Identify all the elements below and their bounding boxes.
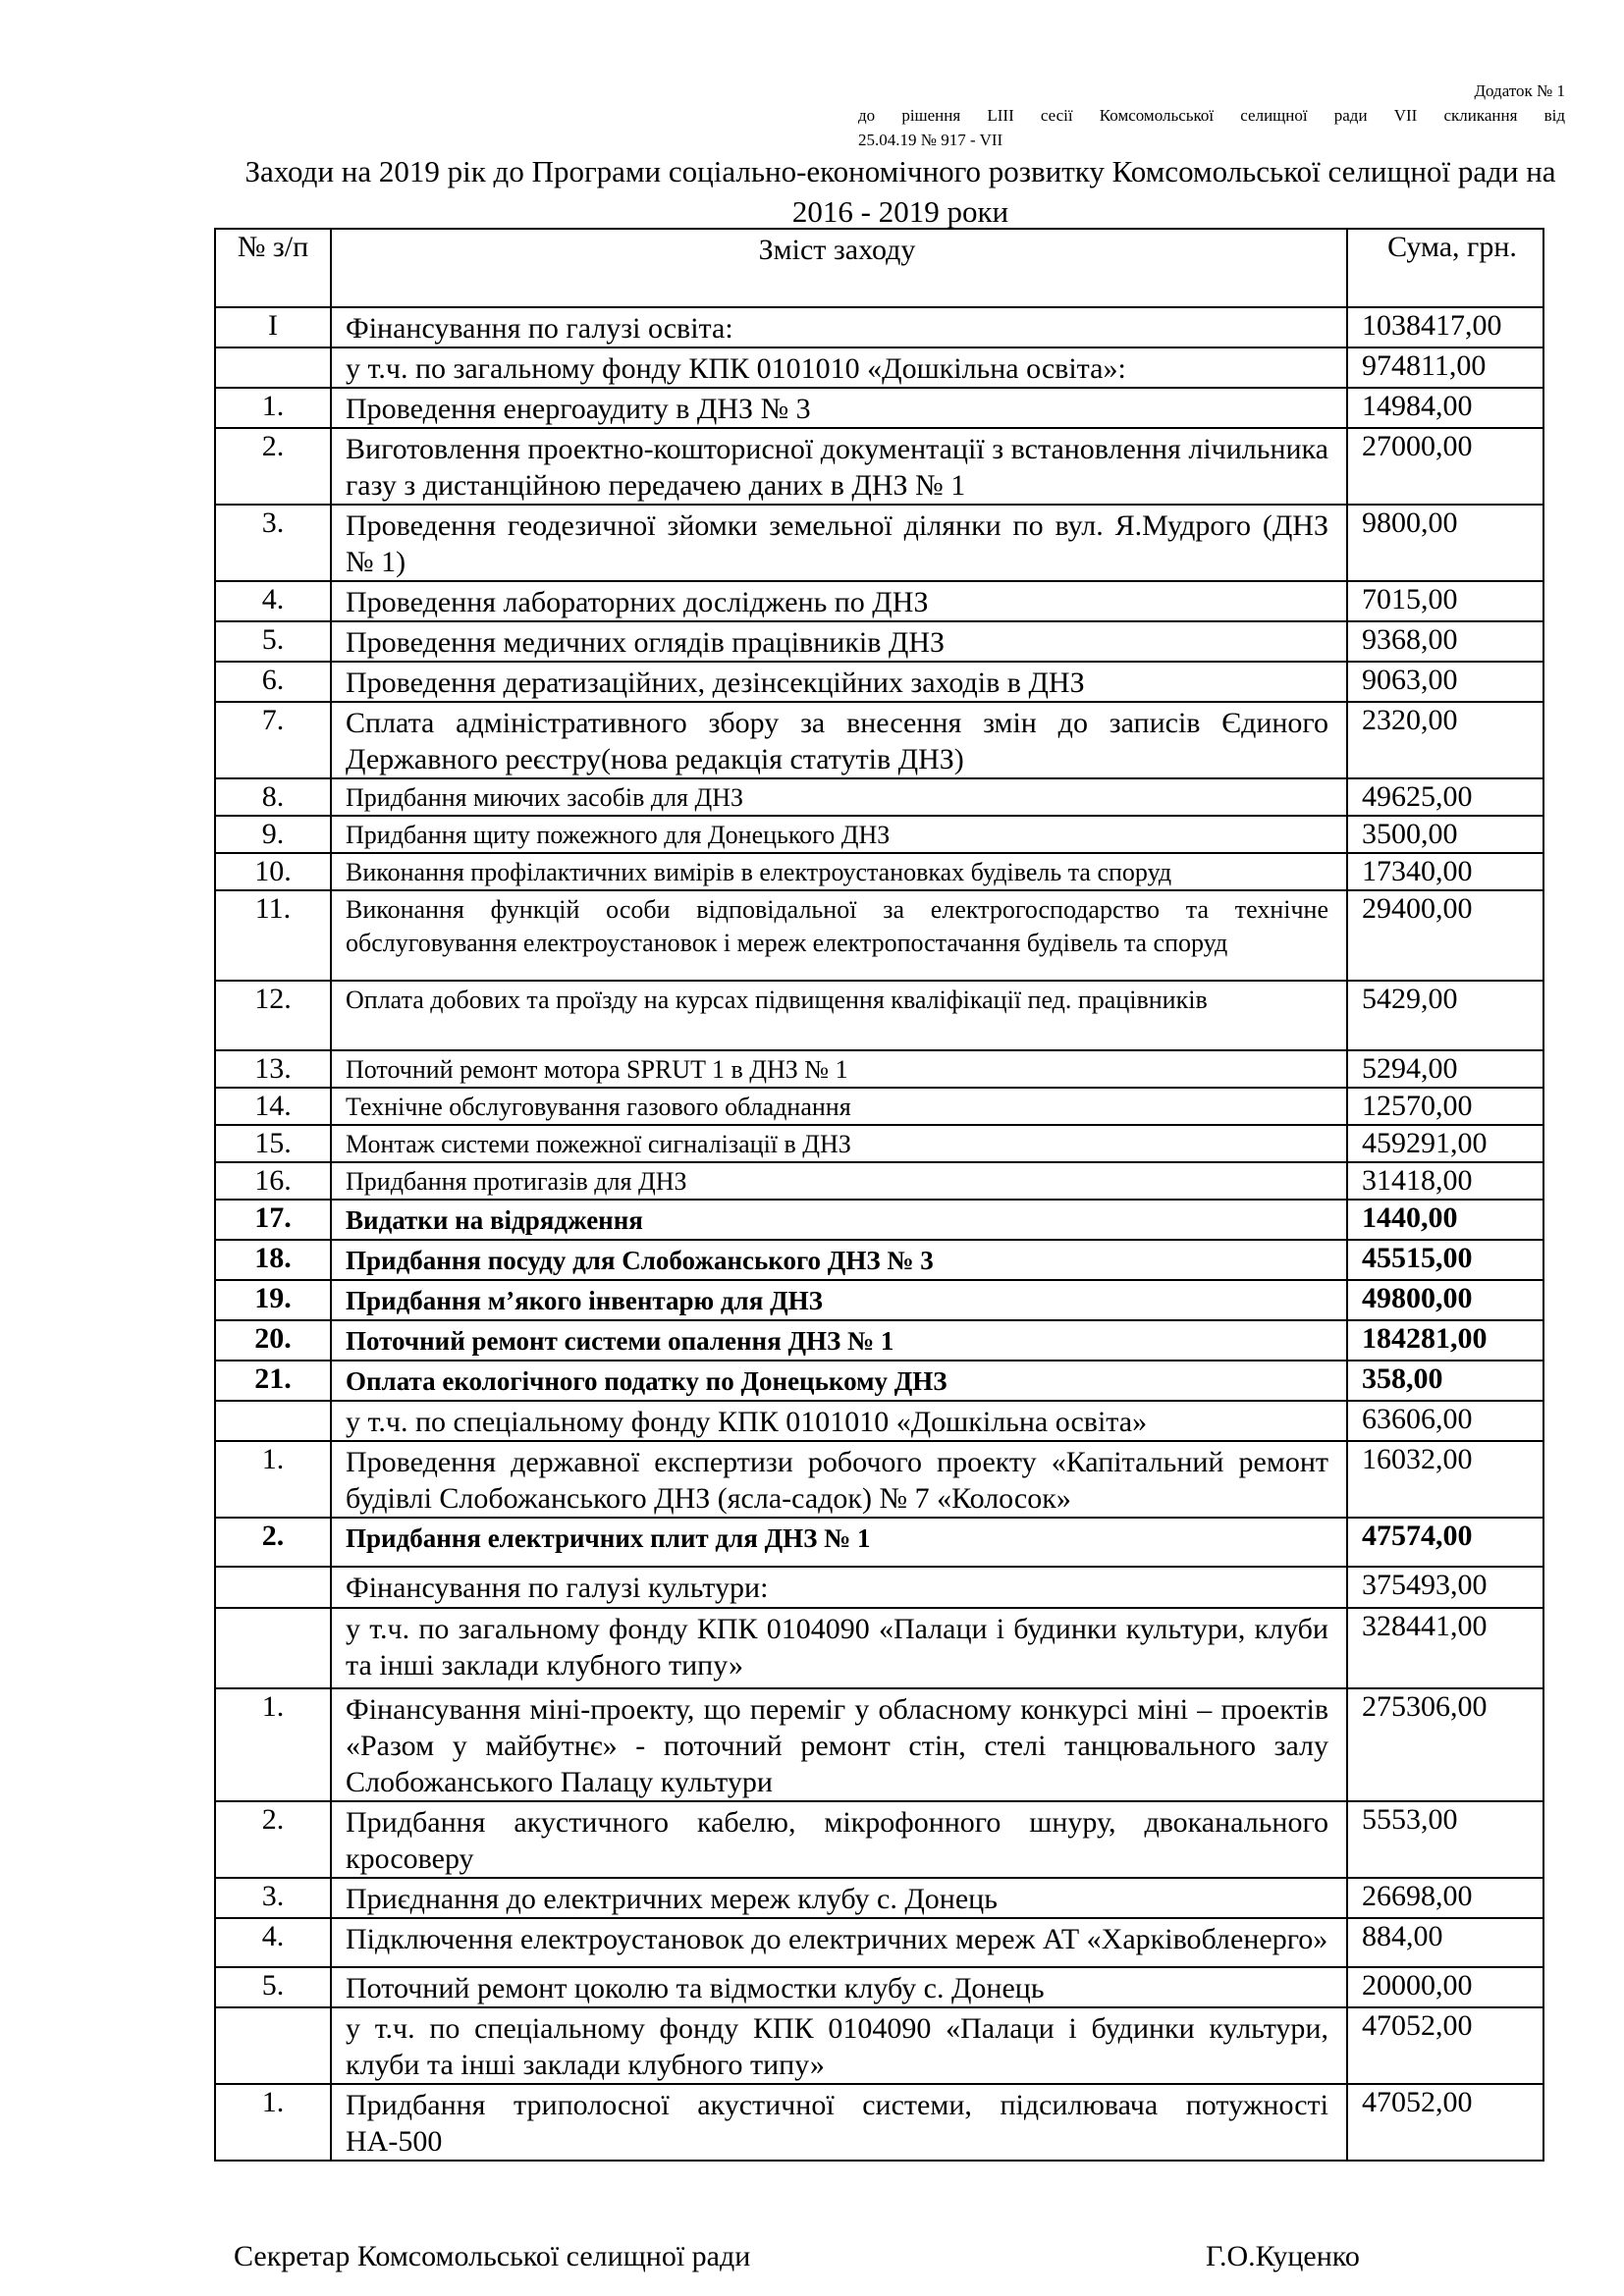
- row-content: Виконання профілактичних вимірів в електроустановках будівель та споруд: [331, 853, 1347, 890]
- table-row: [215, 1401, 1543, 1441]
- row-sum: 1038417,00: [1347, 307, 1543, 347]
- table-row: [215, 1361, 1543, 1401]
- table-row: [215, 1801, 1543, 1878]
- signatory-name: Г.О.Куценко: [1206, 2240, 1360, 2272]
- table-row: [215, 2084, 1543, 2161]
- signatory-position: Секретар Комсомольської селищної ради: [234, 2240, 751, 2272]
- row-sum: 275306,00: [1347, 1688, 1543, 1801]
- table-row: [215, 388, 1543, 428]
- annex-block: [858, 79, 1565, 152]
- row-content: Проведення лабораторних досліджень по ДНЗ: [331, 581, 1347, 621]
- table-row: [215, 1200, 1543, 1240]
- row-sum: 12570,00: [1347, 1088, 1543, 1125]
- row-number: 9.: [215, 816, 331, 853]
- table-row: [215, 778, 1543, 816]
- row-sum: 184281,00: [1347, 1320, 1543, 1361]
- row-number: 1.: [215, 1441, 331, 1518]
- table-row: [215, 702, 1543, 778]
- table-row: [215, 1320, 1543, 1361]
- row-number: 5.: [215, 1967, 331, 2007]
- row-sum: 31418,00: [1347, 1162, 1543, 1200]
- row-sum: 47052,00: [1347, 2084, 1543, 2161]
- row-content: Технічне обслуговування газового обладнання: [331, 1088, 1347, 1125]
- row-number: 2.: [215, 1801, 331, 1878]
- row-content: Придбання миючих засобів для ДНЗ: [331, 778, 1347, 816]
- table-row: [215, 1878, 1543, 1918]
- table-row: [215, 621, 1543, 662]
- row-content: Видатки на відрядження: [331, 1200, 1347, 1240]
- table-header-row: [215, 229, 1543, 307]
- row-number: 13.: [215, 1050, 331, 1088]
- table-row: [215, 662, 1543, 702]
- row-sum: 63606,00: [1347, 1401, 1543, 1441]
- row-content: Виготовлення проектно-кошторисної документації з встановлення лічильника газу з дистанційною передачею даних в ДНЗ № 1: [331, 428, 1347, 505]
- table-row: [215, 1240, 1543, 1280]
- row-number: 15.: [215, 1125, 331, 1162]
- row-content: Виконання функцій особи відповідальної за електрогосподарство та технічне обслуговування електроустановок і мереж електропостачання будівель та споруд: [331, 890, 1347, 981]
- row-number: 12.: [215, 981, 331, 1050]
- row-number: 14.: [215, 1088, 331, 1125]
- row-sum: 45515,00: [1347, 1240, 1543, 1280]
- table-row: [215, 347, 1543, 388]
- row-sum: 3500,00: [1347, 816, 1543, 853]
- row-sum: 974811,00: [1347, 347, 1543, 388]
- table-row: [215, 1050, 1543, 1088]
- table-row: [215, 1567, 1543, 1608]
- table-row: [215, 1518, 1543, 1567]
- table-row: [215, 581, 1543, 621]
- row-number: 18.: [215, 1240, 331, 1280]
- row-sum: 459291,00: [1347, 1125, 1543, 1162]
- row-sum: 27000,00: [1347, 428, 1543, 505]
- row-sum: 47574,00: [1347, 1518, 1543, 1567]
- row-number: 4.: [215, 581, 331, 621]
- table-row: [215, 1688, 1543, 1801]
- table-row: [215, 890, 1543, 981]
- annex-line-3: 25.04.19 № 917 - VII: [858, 131, 1003, 149]
- row-content: у т.ч. по загальному фонду КПК 0104090 «Палаци і будинки культури, клуби та інші заклади клубного типу»: [331, 1608, 1347, 1688]
- row-sum: 7015,00: [1347, 581, 1543, 621]
- row-sum: 1440,00: [1347, 1200, 1543, 1240]
- row-sum: 14984,00: [1347, 388, 1543, 428]
- row-content: Придбання м’якого інвентарю для ДНЗ: [331, 1280, 1347, 1320]
- row-sum: 29400,00: [1347, 890, 1543, 981]
- table-row: [215, 1918, 1543, 1967]
- row-content: у т.ч. по спеціальному фонду КПК 0101010 «Дошкільна освіта»: [331, 1401, 1347, 1441]
- document-title: Заходи на 2019 рік до Програми соціально-економічного розвитку Комсомольської селищної ради на 2016 - 2019 роки: [244, 154, 1556, 229]
- row-content: Фінансування по галузі освіта:: [331, 307, 1347, 347]
- row-number: 6.: [215, 662, 331, 702]
- row-sum: 5429,00: [1347, 981, 1543, 1050]
- measures-table: [214, 228, 1544, 2162]
- row-sum: 9800,00: [1347, 505, 1543, 581]
- table-row: [215, 1088, 1543, 1125]
- row-sum: 49800,00: [1347, 1280, 1543, 1320]
- row-number: 21.: [215, 1361, 331, 1401]
- row-number: [215, 1608, 331, 1688]
- row-sum: 17340,00: [1347, 853, 1543, 890]
- table-row: [215, 1280, 1543, 1320]
- table-row: [215, 1608, 1543, 1688]
- row-content: Приєднання до електричних мереж клубу с. Донець: [331, 1878, 1347, 1918]
- row-content: Придбання триполосної акустичної системи, підсилювача потужності НА-500: [331, 2084, 1347, 2161]
- row-sum: 16032,00: [1347, 1441, 1543, 1518]
- row-sum: 328441,00: [1347, 1608, 1543, 1688]
- row-number: 19.: [215, 1280, 331, 1320]
- row-content: Проведення геодезичної зйомки земельної ділянки по вул. Я.Мудрого (ДНЗ № 1): [331, 505, 1347, 581]
- table-row: [215, 816, 1543, 853]
- row-sum: 5553,00: [1347, 1801, 1543, 1878]
- table-row: [215, 307, 1543, 347]
- annex-line-1: Додаток № 1: [1474, 81, 1565, 100]
- table-row: [215, 1125, 1543, 1162]
- table-row: [215, 1967, 1543, 2007]
- row-content: Проведення дератизаційних, дезінсекційних заходів в ДНЗ: [331, 662, 1347, 702]
- row-sum: 2320,00: [1347, 702, 1543, 778]
- row-number: I: [215, 307, 331, 347]
- row-number: 5.: [215, 621, 331, 662]
- row-sum: 5294,00: [1347, 1050, 1543, 1088]
- row-number: 2.: [215, 1518, 331, 1567]
- row-sum: 9368,00: [1347, 621, 1543, 662]
- row-content: Проведення медичних оглядів працівників ДНЗ: [331, 621, 1347, 662]
- row-sum: 375493,00: [1347, 1567, 1543, 1608]
- row-number: 8.: [215, 778, 331, 816]
- row-number: [215, 2007, 331, 2084]
- row-number: 20.: [215, 1320, 331, 1361]
- row-number: 16.: [215, 1162, 331, 1200]
- annex-line-2: до рішення LIII сесії Комсомольської селищної ради VII скликання від: [858, 106, 1565, 125]
- row-sum: 358,00: [1347, 1361, 1543, 1401]
- row-content: Придбання акустичного кабелю, мікрофонного шнуру, двоканального кросоверу: [331, 1801, 1347, 1878]
- row-content: Придбання посуду для Слобожанського ДНЗ № 3: [331, 1240, 1347, 1280]
- row-content: Поточний ремонт системи опалення ДНЗ № 1: [331, 1320, 1347, 1361]
- row-content: Поточний ремонт цоколю та відмостки клубу с. Донець: [331, 1967, 1347, 2007]
- row-content: Монтаж системи пожежної сигналізації в ДНЗ: [331, 1125, 1347, 1162]
- row-number: 3.: [215, 1878, 331, 1918]
- row-content: Підключення електроустановок до електричних мереж АТ «Харківобленерго»: [331, 1918, 1347, 1967]
- table-row: [215, 1441, 1543, 1518]
- row-content: Придбання електричних плит для ДНЗ № 1: [331, 1518, 1347, 1567]
- row-content: Поточний ремонт мотора SPRUT 1 в ДНЗ № 1: [331, 1050, 1347, 1088]
- row-number: [215, 1401, 331, 1441]
- row-number: 17.: [215, 1200, 331, 1240]
- row-sum: 47052,00: [1347, 2007, 1543, 2084]
- row-content: Придбання щиту пожежного для Донецького ДНЗ: [331, 816, 1347, 853]
- row-content: Фінансування міні-проекту, що переміг у обласному конкурсі міні – проектів «Разом у майбутнє» - поточний ремонт стін, стелі танцювального залу Слобожанського Палацу культури: [331, 1688, 1347, 1801]
- row-content: Проведення державної експертизи робочого проекту «Капітальний ремонт будівлі Слобожанського ДНЗ (ясла-садок) № 7 «Колосок»: [331, 1441, 1347, 1518]
- row-number: 2.: [215, 428, 331, 505]
- row-content: Сплата адміністративного збору за внесення змін до записів Єдиного Державного реєстру(нова редакція статутів ДНЗ): [331, 702, 1347, 778]
- row-number: 11.: [215, 890, 331, 981]
- table-row: [215, 853, 1543, 890]
- table-row: [215, 428, 1543, 505]
- row-number: 1.: [215, 388, 331, 428]
- row-content: Проведення енергоаудиту в ДНЗ № 3: [331, 388, 1347, 428]
- row-content: Фінансування по галузі культури:: [331, 1567, 1347, 1608]
- row-content: у т.ч. по загальному фонду КПК 0101010 «Дошкільна освіта»:: [331, 347, 1347, 388]
- row-content: Оплата екологічного податку по Донецькому ДНЗ: [331, 1361, 1347, 1401]
- row-sum: 26698,00: [1347, 1878, 1543, 1918]
- table-row: [215, 1162, 1543, 1200]
- row-sum: 9063,00: [1347, 662, 1543, 702]
- row-content: Придбання протигазів для ДНЗ: [331, 1162, 1347, 1200]
- table-row: [215, 981, 1543, 1050]
- row-content: у т.ч. по спеціальному фонду КПК 0104090 «Палаци і будинки культури, клуби та інші заклади клубного типу»: [331, 2007, 1347, 2084]
- table-row: [215, 505, 1543, 581]
- row-sum: 884,00: [1347, 1918, 1543, 1967]
- header-sum: Сума, грн.: [1347, 229, 1543, 307]
- row-number: 10.: [215, 853, 331, 890]
- row-sum: 20000,00: [1347, 1967, 1543, 2007]
- header-content: Зміст заходу: [331, 229, 1347, 307]
- row-sum: 49625,00: [1347, 778, 1543, 816]
- row-number: 1.: [215, 2084, 331, 2161]
- row-number: 1.: [215, 1688, 331, 1801]
- row-content: Оплата добових та проїзду на курсах підвищення кваліфікації пед. працівників: [331, 981, 1347, 1050]
- row-number: 7.: [215, 702, 331, 778]
- row-number: [215, 1567, 331, 1608]
- row-number: [215, 347, 331, 388]
- row-number: 4.: [215, 1918, 331, 1967]
- header-num: № з/п: [215, 229, 331, 307]
- table-row: [215, 2007, 1543, 2084]
- row-number: 3.: [215, 505, 331, 581]
